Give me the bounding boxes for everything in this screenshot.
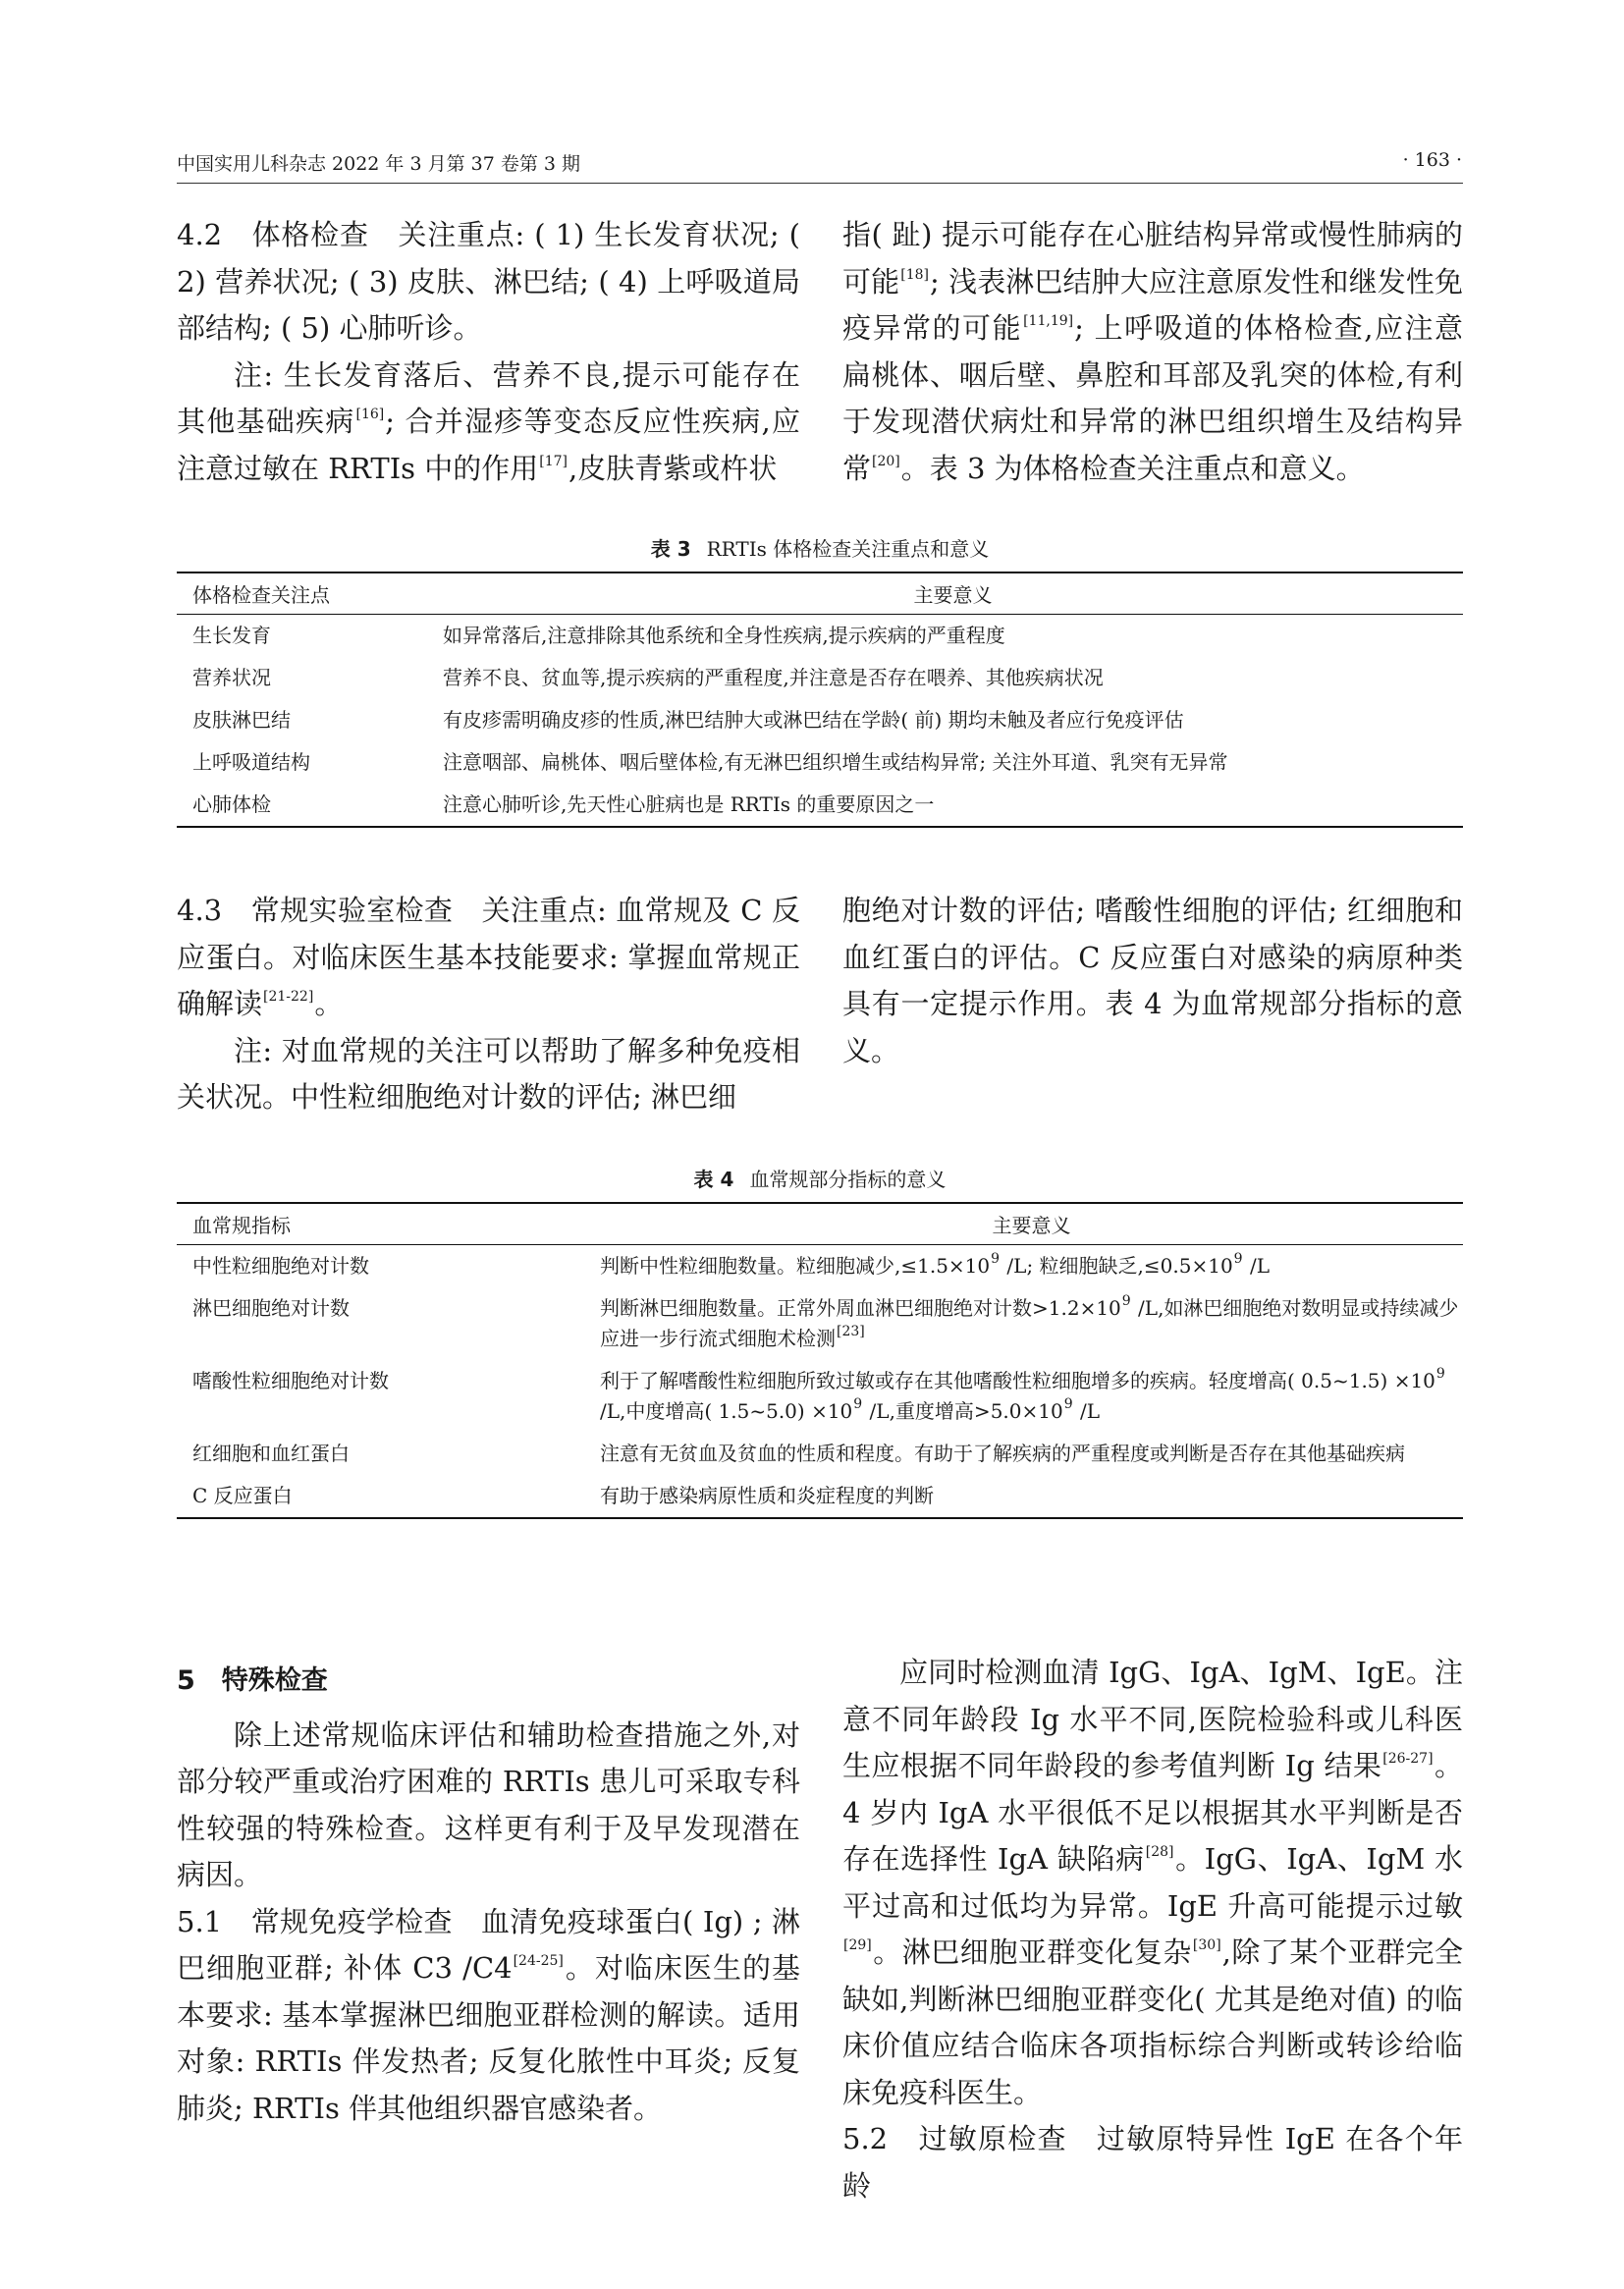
sec51-para: 5.1 常规免疫学检查 血清免疫球蛋白( Ig) ; 淋巴细胞亚群; 补体 C3 /C4[24-25]。对临床医生的基本要求: 基本掌握淋巴细胞亚群检测的解读。适用对象: RRTIs 伴发热者; 反复化脓性中耳炎; 反复肺炎; RRTIs 伴其他组织器官感染者。 [177, 1904, 800, 2125]
sec43-left-column [177, 888, 800, 1121]
citation: [11,19] [1023, 313, 1074, 329]
table-header-cell: 主要意义 [427, 572, 1463, 615]
citation: [21-22] [263, 989, 314, 1005]
table-cell: 有皮疹需明确皮疹的性质,淋巴结肿大或淋巴结在学龄( 前) 期均未触及者应行免疫评估 [443, 708, 1184, 732]
sec43-note-para: 注: 对血常规的关注可以帮助了解多种免疫相关状况。中性粒细胞绝对计数的评估; 淋巴细 [177, 1033, 800, 1114]
sec43-right-column [842, 888, 1463, 1074]
table3-label: 表 3 [650, 537, 691, 561]
table-header-cell: 主要意义 [584, 1203, 1463, 1245]
table-cell: 上呼吸道结构 [192, 750, 310, 774]
table3 [177, 572, 1463, 828]
table-row [177, 1360, 1463, 1433]
table-header-cell: 体格检查关注点 [177, 572, 427, 615]
table-cell: 注意有无贫血及贫血的性质和程度。有助于了解疾病的严重程度或判断是否存在其他基础疾病 [600, 1442, 1405, 1465]
page-number: · 163 · [1402, 149, 1462, 171]
table3-caption [177, 533, 1463, 562]
table3-title: RRTIs 体格检查关注重点和意义 [706, 537, 990, 561]
table-cell: 注意心肺听诊,先天性心脏病也是 RRTIs 的重要原因之一 [427, 784, 1463, 827]
table-cell: 有助于感染病原性质和炎症程度的判断 [584, 1475, 1463, 1518]
table-header-row [177, 1203, 1463, 1245]
sec42-note-para: 注: 生长发育落后、营养不良,提示可能存在其他基础疾病[16]; 合并湿疹等变态反应性疾病,应注意过敏在 RRTIs 中的作用[17],皮肤青紫或杵状 [177, 357, 800, 485]
table-row [177, 741, 1463, 784]
table-cell: 淋巴细胞绝对计数 [192, 1296, 350, 1320]
table-cell: 营养状况 [192, 666, 271, 689]
table-row [177, 1475, 1463, 1518]
sec42-right-column [842, 212, 1463, 492]
table-row [177, 699, 1463, 741]
table4 [177, 1202, 1463, 1519]
table4-title: 血常规部分指标的意义 [749, 1168, 947, 1191]
sec42-left-column [177, 212, 800, 492]
sec5-intro-para: 除上述常规临床评估和辅助检查措施之外,对部分较严重或治疗困难的 RRTIs 患儿可采取专科性较强的特殊检查。这样更有利于及早发现潜在病因。 [177, 1717, 800, 1891]
sec42-continued-para: 指( 趾) 提示可能存在心脏结构异常或慢性肺病的可能[18]; 浅表淋巴结肿大应注意原发性和继发性免疫异常的可能[11,19]; 上呼吸道的体格检查,应注意扁桃体、咽后壁、鼻腔和耳部及乳突的体检,有利于发现潜伏病灶和异常的淋巴组织增生及结构异常[20]。表 3 为体格检查关注重点和意义。 [842, 218, 1463, 485]
citation: [18] [900, 266, 929, 283]
table-cell: 嗜酸性粒细胞绝对计数 [192, 1369, 389, 1392]
table-cell: C 反应蛋白 [177, 1475, 584, 1518]
table-row [177, 784, 1463, 827]
table-row [177, 1287, 1463, 1360]
table4-caption [177, 1164, 1463, 1192]
table-header-row [177, 572, 1463, 615]
table4-label: 表 4 [693, 1168, 734, 1191]
table-cell: 红细胞和血红蛋白 [192, 1442, 350, 1465]
table-cell: 注意咽部、扁桃体、咽后壁体检,有无淋巴组织增生或结构异常; 关注外耳道、乳突有无异常 [443, 750, 1228, 774]
table-row [177, 615, 1463, 658]
table-cell: 中性粒细胞绝对计数 [192, 1254, 369, 1278]
citation: [26-27] [1382, 1751, 1434, 1767]
table-cell: 皮肤淋巴结 [192, 708, 291, 732]
citation: [30] [1192, 1937, 1221, 1953]
section-heading: 5 特殊检查 [177, 1665, 328, 1696]
sec51-continued-para: 应同时检测血清 IgG、IgA、IgM、IgE。注意不同年龄段 Ig 水平不同,医院检验科或儿科医生应根据不同年龄段的参考值判断 Ig 结果[26-27]。4 岁内 IgA 水平很低不足以根据其水平判断是否存在选择性 IgA 缺陷病[28]。IgG、IgA、IgM 水平过高和过低均为异常。IgE 升高可能提示过敏[29]。淋巴细胞亚群变化复杂[30],除了某个亚群完全缺如,判断淋巴细胞亚群变化( 尤其是绝对值) 的临床价值应结合临床各项指标综合判断或转诊给临床免疫科医生。 [842, 1656, 1463, 2109]
table-cell: 判断中性粒细胞数量。粒细胞减少$,\le 1.5\times 10^9$ /L; 粒细胞缺乏$,\le 0.5\times 10^9$ /L [600, 1251, 1270, 1278]
citation: [17] [539, 453, 568, 469]
table-cell: 利于了解嗜酸性粒细胞所致过敏或存在其他嗜酸性粒细胞增多的疾病。轻度增高( 0.5~1.5) $\times 10^9$ /L,中度增高( 1.5~5.0) $\times 10^9$ /L,重度增高$>5.0\times 10^9$ /L [600, 1366, 1445, 1423]
table-cell: 营养不良、贫血等,提示疾病的严重程度,并注意是否存在喂养、其他疾病状况 [443, 666, 1104, 689]
sec42-heading-para: 4.2 体格检查 关注重点: ( 1) 生长发育状况; ( 2) 营养状况; ( 3) 皮肤、淋巴结; ( 4) 上呼吸道局部结构; ( 5) 心肺听诊。 [177, 218, 800, 345]
citation: [28] [1145, 1844, 1174, 1860]
sec43-heading-para: 4.3 常规实验室检查 关注重点: 血常规及 C 反应蛋白。对临床医生基本技能要求: 掌握血常规正确解读[21-22]。 [177, 894, 800, 1020]
sec52-para: 5.2 过敏原检查 过敏原特异性 IgE 在各个年龄 [842, 2122, 1463, 2203]
table-cell: 生长发育 [192, 624, 271, 647]
table-cell: 判断淋巴细胞数量。正常外周血淋巴细胞绝对计数$>1.2\times 10^9$ /L,如淋巴细胞绝对数明显或持续减少应进一步行流式细胞术检测[23] [600, 1293, 1459, 1350]
header-rule [177, 183, 1463, 184]
sec5-left-column [177, 1658, 800, 2132]
citation: [29] [843, 1937, 872, 1953]
sec43-continued-para: 胞绝对计数的评估; 嗜酸性细胞的评估; 红细胞和血红蛋白的评估。C 反应蛋白对感染的病原种类具有一定提示作用。表 4 为血常规部分指标的意义。 [842, 894, 1463, 1067]
citation: [16] [355, 407, 385, 422]
table-header-cell: 血常规指标 [177, 1203, 584, 1245]
citation: [20] [872, 453, 900, 469]
table-row [177, 1433, 1463, 1475]
table-cell: 心肺体检 [177, 784, 427, 827]
sec5-right-column [842, 1650, 1463, 2209]
table-cell: 如异常落后,注意排除其他系统和全身性疾病,提示疾病的严重程度 [443, 624, 1005, 647]
citation: [24-25] [513, 1953, 564, 1969]
journal-header: 中国实用儿科杂志 2022 年 3 月第 37 卷第 3 期 [177, 153, 581, 175]
table-row [177, 657, 1463, 699]
table-row [177, 1245, 1463, 1288]
